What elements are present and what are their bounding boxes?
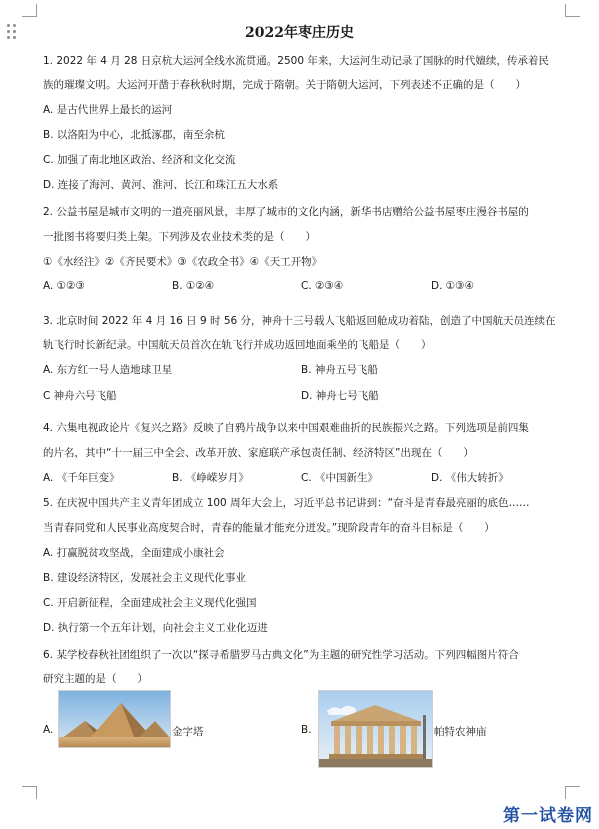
question-3-line-1: 3. 北京时间 2022 年 4 月 16 日 9 时 56 分，神舟十三号载人飞船返回舱成功着陆，创造了中国航天员连续在: [43, 315, 556, 327]
question-4-line-2: 的片名，其中“十一届三中全会、改革开放、家庭联产承包责任制、经济特区”出现在（ ）: [43, 447, 474, 459]
question-4-line-1: 4. 六集电视政论片《复兴之路》反映了自鸦片战争以来中国艰难曲折的民族振兴之路。下列选项是前四集: [43, 422, 529, 434]
question-2-option-d: D. ①③④: [431, 280, 474, 292]
question-2-line-2: 一批图书将要归类上架。下列涉及农业技术类的是（ ）: [43, 231, 316, 243]
question-4-option-a: A. 《千年巨变》: [43, 472, 120, 484]
question-2-option-b: B. ①②④: [172, 280, 215, 292]
question-2-option-a: A. ①②③: [43, 280, 85, 292]
question-5-option-b: B. 建设经济特区，发展社会主义现代化事业: [43, 572, 246, 584]
question-3-line-2: 轨飞行时长新纪录。中国航天员首次在轨飞行并成功返回地面乘坐的飞船是（ ）: [43, 339, 432, 351]
question-5-option-c: C. 开启新征程，全面建成社会主义现代化强国: [43, 597, 257, 609]
question-6-option-a-letter: A.: [43, 724, 54, 736]
question-5-option-d: D. 执行第一个五年计划，向社会主义工业化迈进: [43, 622, 268, 634]
crop-mark-top-right: [565, 4, 580, 17]
page-title: 2022年枣庄历史: [245, 25, 354, 41]
crop-mark-bottom-left: [22, 786, 37, 799]
question-1-option-a: A. 是古代世界上最长的运河: [43, 104, 173, 116]
question-1-line-2: 族的璀璨文明。大运河开凿于春秋秋时期，完成于隋朝。关于隋朝大运河，下列表述不正确的是（ ）: [43, 79, 526, 91]
question-1-option-b: B. 以洛阳为中心，北抵涿郡，南至余杭: [43, 129, 225, 141]
question-5-line-2: 当青春同党和人民事业高度契合时，青春的能量才能充分迸发。”现阶段青年的奋斗目标是（ ）: [43, 522, 495, 534]
question-4-option-c: C. 《中国新生》: [301, 472, 379, 484]
question-6-line-2: 研究主题的是（ ）: [43, 673, 148, 685]
question-6-option-a-caption: 金字塔: [172, 726, 204, 738]
question-4-option-d: D. 《伟大转折》: [431, 472, 509, 484]
crop-mark-top-left: [22, 4, 37, 17]
parthenon-image: [318, 690, 433, 768]
question-6-option-b-letter: B.: [301, 724, 312, 736]
pyramid-image: [58, 690, 171, 748]
question-6-option-b-caption: 帕特农神庙: [434, 726, 487, 738]
question-2-book-list: ①《水经注》②《齐民要术》③《农政全书》④《天工开物》: [43, 256, 323, 268]
question-6-line-1: 6. 某学校春秋社团组织了一次以“探寻希腊罗马古典文化”为主题的研究性学习活动。下列四幅图片符合: [43, 649, 519, 661]
question-3-option-c: C 神舟六号飞船: [43, 390, 117, 402]
question-2-line-1: 2. 公益书屋是城市文明的一道亮丽风景，丰厚了城市的文化内涵，新华书店赠给公益书屋枣庄漫谷书屋的: [43, 206, 529, 218]
question-4-option-b: B. 《峥嵘岁月》: [172, 472, 249, 484]
question-1-line-1: 1. 2022 年 4 月 28 日京杭大运河全线水流贯通。2500 年来，大运河生动记录了国脉的时代嬗续，传承着民: [43, 55, 549, 67]
question-3-option-b: B. 神舟五号飞船: [301, 364, 378, 376]
question-2-option-c: C. ②③④: [301, 280, 344, 292]
crop-mark-bottom-right: [565, 786, 580, 799]
question-1-option-d: D. 连接了海河、黄河、淮河、长江和珠江五大水系: [43, 179, 279, 191]
question-5-option-a: A. 打赢脱贫攻坚战，全面建成小康社会: [43, 547, 225, 559]
question-5-line-1: 5. 在庆祝中国共产主义青年团成立 100 周年大会上，习近平总书记讲到：“奋斗是青春最亮丽的底色……: [43, 497, 530, 509]
question-3-option-a: A. 东方红一号人造地球卫星: [43, 364, 173, 376]
question-1-option-c: C. 加强了南北地区政治、经济和文化交流: [43, 154, 236, 166]
question-3-option-d: D. 神舟七号飞船: [301, 390, 379, 402]
watermark: 第一试卷网: [503, 806, 593, 826]
